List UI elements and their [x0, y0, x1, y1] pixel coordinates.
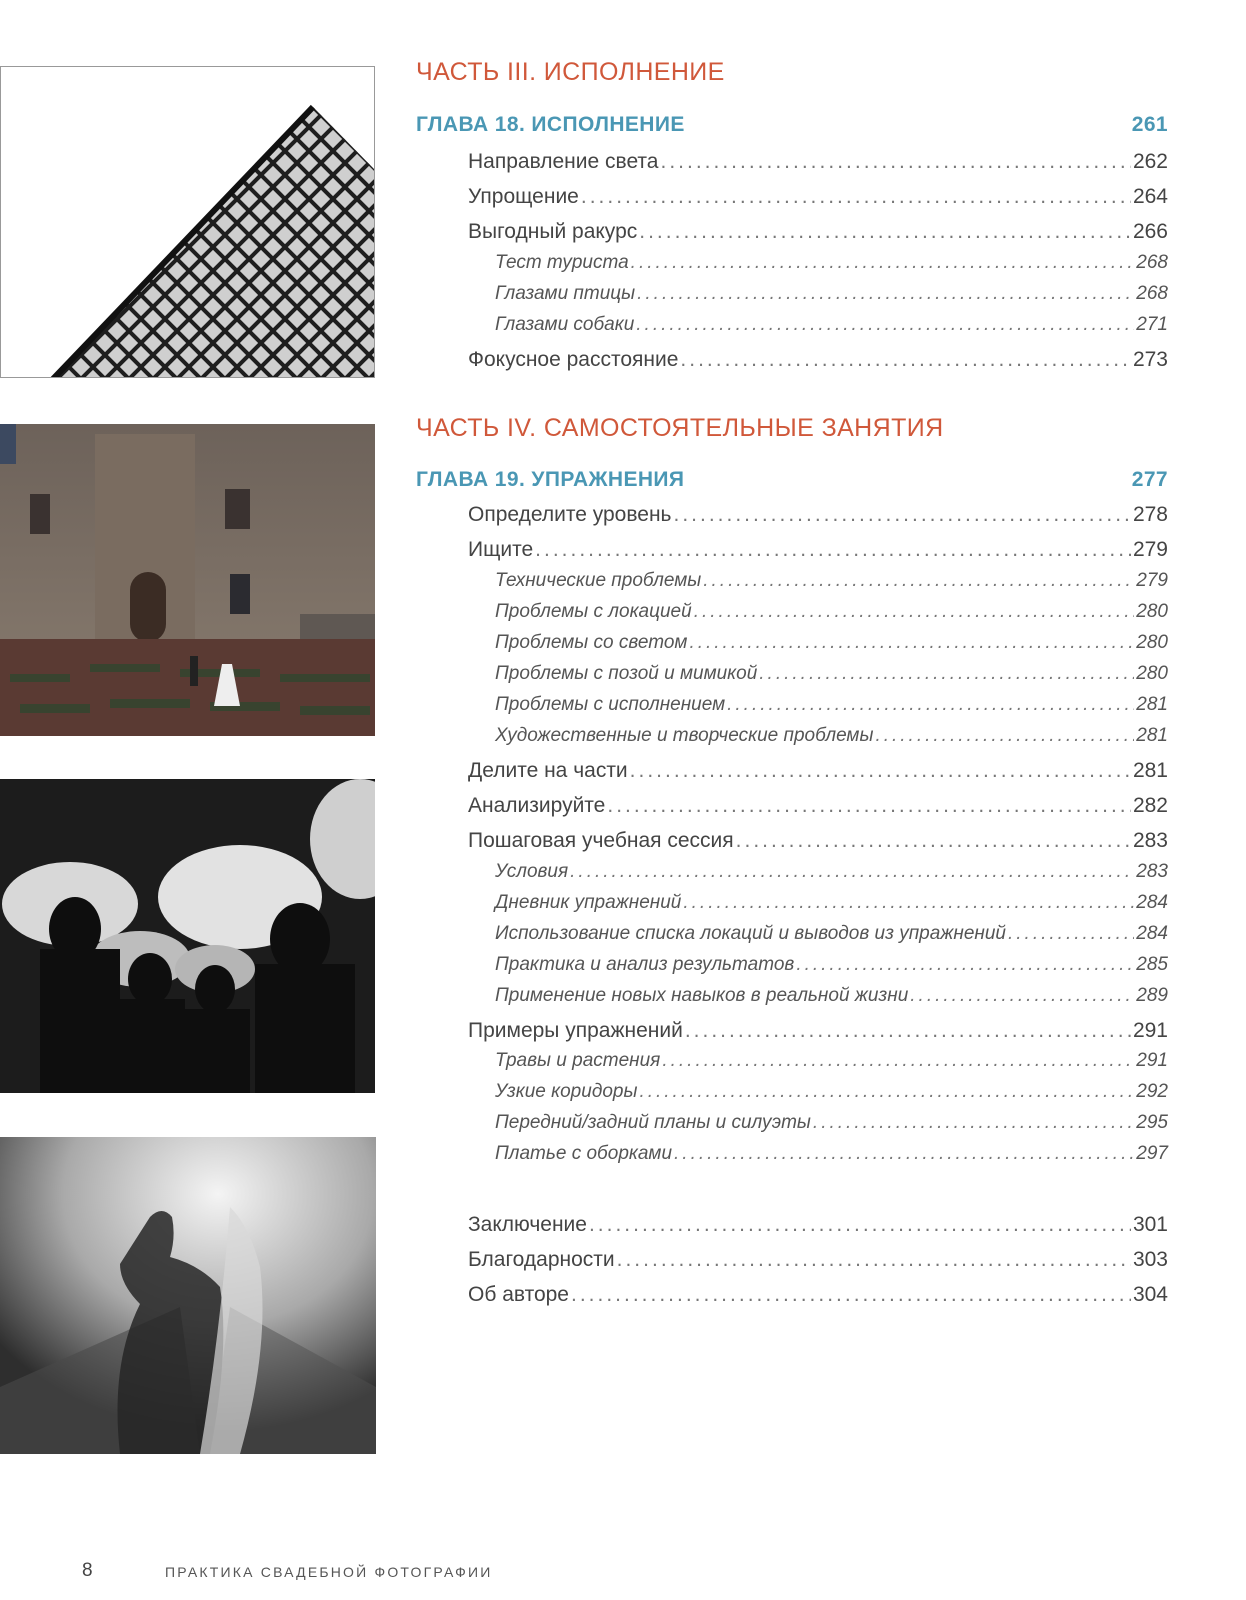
entry-label: Дневник упражнений — [495, 892, 682, 913]
entry-label: Выгодный ракурс — [468, 220, 638, 243]
toc-entry[interactable] — [468, 348, 1168, 372]
toc-subentry[interactable] — [495, 283, 1168, 305]
entry-page: 266 — [1132, 220, 1168, 243]
toc-subentry[interactable] — [495, 892, 1168, 914]
chapter-page: 261 — [1131, 113, 1168, 136]
entry-label: Направление света — [468, 150, 659, 173]
entry-page: 273 — [1132, 348, 1168, 371]
toc-subentry[interactable] — [495, 1081, 1168, 1103]
toc-subentry[interactable] — [495, 725, 1168, 747]
dot-leader — [630, 759, 1131, 783]
dot-leader — [570, 861, 1134, 883]
dot-leader — [637, 283, 1134, 305]
entry-page: 280 — [1136, 632, 1168, 653]
toc-entry[interactable] — [468, 538, 1168, 562]
dot-leader — [607, 794, 1131, 818]
toc-subentry[interactable] — [495, 694, 1168, 716]
toc-entry[interactable] — [468, 759, 1168, 783]
toc-subentry[interactable] — [495, 314, 1168, 336]
dot-leader — [636, 314, 1134, 336]
toc-subentry[interactable] — [495, 601, 1168, 623]
entry-page: 281 — [1132, 759, 1168, 782]
entry-page: 303 — [1132, 1248, 1168, 1271]
entry-label: Проблемы с исполнением — [495, 694, 726, 715]
entry-page: 284 — [1136, 923, 1168, 944]
entry-label: Платье с оборками — [495, 1143, 673, 1164]
dot-leader — [875, 725, 1134, 747]
dot-leader — [631, 252, 1135, 274]
entry-label: Условия — [495, 861, 569, 882]
dot-leader — [662, 1050, 1134, 1072]
entry-page: 280 — [1136, 663, 1168, 684]
entry-label: Тест туриста — [495, 252, 629, 273]
entry-label: Практика и анализ результатов — [495, 954, 795, 975]
dot-leader — [703, 570, 1134, 592]
dot-leader — [736, 829, 1131, 853]
dot-leader — [796, 954, 1134, 976]
dot-leader — [727, 694, 1134, 716]
entry-label: Использование списка локаций и выводов из упражнений — [495, 923, 1006, 944]
toc-subentry[interactable] — [495, 1050, 1168, 1072]
entry-page: 278 — [1132, 503, 1168, 526]
entry-page: 283 — [1132, 829, 1168, 852]
entry-page: 285 — [1136, 954, 1168, 975]
entry-label: Фокусное расстояние — [468, 348, 679, 371]
entry-page: 282 — [1132, 794, 1168, 817]
toc-subentry[interactable] — [495, 923, 1168, 945]
entry-page: 281 — [1136, 694, 1168, 715]
toc-subentry[interactable] — [495, 252, 1168, 274]
entry-label: Узкие коридоры — [495, 1081, 638, 1102]
toc-subentry[interactable] — [495, 632, 1168, 654]
dot-leader — [910, 985, 1134, 1007]
dot-leader — [535, 538, 1131, 562]
entry-label: Травы и растения — [495, 1050, 661, 1071]
entry-label: Пошаговая учебная сессия — [468, 829, 734, 852]
toc-entry[interactable] — [468, 1248, 1168, 1272]
entry-page: 301 — [1132, 1213, 1168, 1236]
part-title: ЧАСТЬ III. ИСПОЛНЕНИЕ — [416, 58, 725, 86]
toc-entry[interactable] — [468, 794, 1168, 818]
entry-label: Глазами птицы — [495, 283, 636, 304]
entry-label: Художественные и творческие проблемы — [495, 725, 874, 746]
entry-page: 268 — [1136, 283, 1168, 304]
dot-leader — [661, 150, 1131, 174]
toc-entry[interactable] — [468, 1019, 1168, 1043]
entry-page: 304 — [1132, 1283, 1168, 1306]
entry-label: Проблемы с позой и мимикой — [495, 663, 758, 684]
entry-page: 271 — [1136, 314, 1168, 335]
dot-leader — [813, 1112, 1134, 1134]
dot-leader — [639, 1081, 1134, 1103]
entry-label: Проблемы с локацией — [495, 601, 692, 622]
toc-subentry[interactable] — [495, 570, 1168, 592]
toc-entry[interactable] — [468, 185, 1168, 209]
dot-leader — [673, 503, 1130, 527]
dot-leader — [694, 601, 1135, 623]
toc-subentry[interactable] — [495, 954, 1168, 976]
entry-label: Передний/задний планы и силуэты — [495, 1112, 811, 1133]
dot-leader — [639, 220, 1131, 244]
dot-leader — [683, 892, 1134, 914]
dot-leader — [581, 185, 1131, 209]
entry-label: Упрощение — [468, 185, 579, 208]
entry-label: Технические проблемы — [495, 570, 702, 591]
entry-label: Ищите — [468, 538, 534, 561]
toc-subentry[interactable] — [495, 985, 1168, 1007]
entry-label: Определите уровень — [468, 503, 672, 526]
dot-leader — [1008, 923, 1134, 945]
toc-entry[interactable] — [468, 1283, 1168, 1307]
dot-leader — [589, 1213, 1131, 1237]
toc-subentry[interactable] — [495, 663, 1168, 685]
entry-page: 264 — [1132, 185, 1168, 208]
chapter-page: 277 — [1131, 468, 1168, 491]
entry-page: 283 — [1136, 861, 1168, 882]
toc-entry[interactable] — [468, 829, 1168, 853]
dot-leader — [617, 1248, 1131, 1272]
dot-leader — [680, 348, 1131, 372]
dot-leader — [674, 1143, 1134, 1165]
entry-page: 268 — [1136, 252, 1168, 273]
entry-label: Заключение — [468, 1213, 587, 1236]
entry-label: Анализируйте — [468, 794, 606, 817]
dot-leader — [689, 632, 1134, 654]
entry-page: 291 — [1132, 1019, 1168, 1042]
toc-subentry[interactable] — [495, 1112, 1168, 1134]
dot-leader — [759, 663, 1134, 685]
entry-label: Глазами собаки — [495, 314, 635, 335]
entry-label: Делите на части — [468, 759, 628, 782]
toc-entry[interactable] — [468, 503, 1168, 527]
part-title: ЧАСТЬ IV. САМОСТОЯТЕЛЬНЫЕ ЗАНЯТИЯ — [416, 414, 944, 442]
entry-page: 281 — [1136, 725, 1168, 746]
page-number: 8 — [82, 1560, 93, 1581]
entry-label: Примеры упражнений — [468, 1019, 683, 1042]
chapter-heading[interactable] — [416, 113, 1168, 137]
chapter-heading[interactable] — [416, 468, 1168, 492]
entry-page: 295 — [1136, 1112, 1168, 1133]
toc-entry[interactable] — [468, 150, 1168, 174]
entry-label: Об авторе — [468, 1283, 569, 1306]
entry-label: Благодарности — [468, 1248, 615, 1271]
toc-entry[interactable] — [468, 220, 1168, 244]
dot-leader — [571, 1283, 1131, 1307]
toc-entry[interactable] — [468, 1213, 1168, 1237]
entry-label: Проблемы со светом — [495, 632, 688, 653]
entry-page: 284 — [1136, 892, 1168, 913]
entry-page: 262 — [1132, 150, 1168, 173]
running-footer-title: ПРАКТИКА СВАДЕБНОЙ ФОТОГРАФИИ — [165, 1564, 493, 1580]
toc-subentry[interactable] — [495, 1143, 1168, 1165]
entry-page: 289 — [1136, 985, 1168, 1006]
entry-page: 279 — [1132, 538, 1168, 561]
entry-page: 279 — [1136, 570, 1168, 591]
entry-page: 280 — [1136, 601, 1168, 622]
chapter-title: ГЛАВА 19. УПРАЖНЕНИЯ — [416, 468, 685, 491]
chapter-title: ГЛАВА 18. ИСПОЛНЕНИЕ — [416, 113, 685, 136]
entry-page: 297 — [1136, 1143, 1168, 1164]
entry-page: 292 — [1136, 1081, 1168, 1102]
toc-subentry[interactable] — [495, 861, 1168, 883]
entry-page: 291 — [1136, 1050, 1168, 1071]
entry-label: Применение новых навыков в реальной жизни — [495, 985, 909, 1006]
dot-leader — [685, 1019, 1131, 1043]
